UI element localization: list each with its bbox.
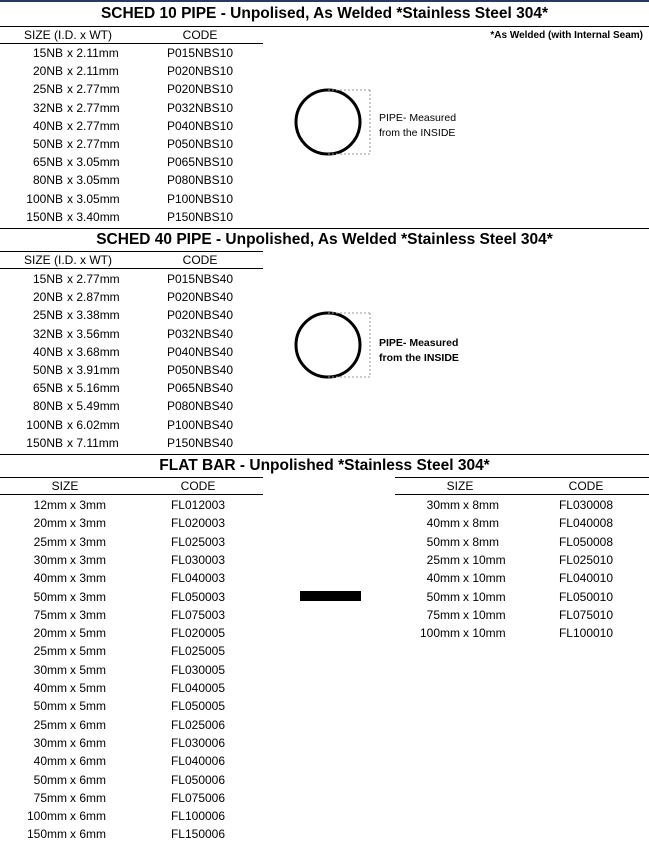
sched10-size-main: 65NB (32, 155, 63, 170)
flatbar-right-size-main: 25mm (426, 552, 460, 567)
flatbar-left-size-thickness: x 5mm (70, 699, 106, 714)
flatbar-right-size-main: 75mm (426, 607, 460, 622)
sched10-code: P050NBS10 (166, 137, 234, 151)
flatbar-left-size-main: 40mm (33, 754, 67, 769)
flatbar-right-size-thickness: x 10mm (463, 589, 506, 604)
flatbar-right-size-main: 30mm (426, 498, 460, 512)
sched10-size-main: 80NB (32, 173, 63, 188)
flatbar-left-size-main: 20mm (33, 516, 67, 531)
flatbar-left-code: FL050006 (170, 772, 226, 787)
sched10-size-thickness: x 3.05mm (67, 155, 120, 170)
flatbar-left-code: FL025006 (170, 717, 226, 732)
flatbar-left-size-main: 25mm (33, 534, 67, 549)
sched10-code: P065NBS10 (166, 155, 234, 170)
sched40-col-code: CODE (182, 253, 218, 267)
sched10-header-divider (0, 43, 263, 44)
flatbar-right-size-main: 100mm (419, 626, 460, 641)
flatbar-left-code: FL012003 (170, 498, 226, 512)
flatbar-right-size-thickness: x 8mm (463, 516, 499, 531)
flatbar-left-col-code: CODE (180, 479, 216, 493)
flatbar-right-size-thickness: x 8mm (463, 498, 499, 512)
flatbar-left-size-thickness: x 6mm (70, 790, 106, 805)
sched40-size-main: 50NB (32, 363, 63, 377)
sched10-col-code: CODE (182, 28, 218, 42)
sched40-size-thickness: x 2.77mm (67, 272, 120, 286)
flatbar-left-size-thickness: x 5mm (70, 681, 106, 695)
sched40-size-thickness: x 3.91mm (67, 363, 120, 377)
flatbar-left-code: FL025005 (170, 644, 226, 659)
flatbar-left-code: FL040005 (170, 681, 226, 695)
flatbar-left-size-main: 75mm (33, 790, 67, 805)
flatbar-left-size-main: 20mm (33, 626, 67, 641)
sched40-col-size: SIZE (I.D. x WT) (24, 253, 112, 267)
sched10-size-thickness: x 2.77mm (67, 137, 120, 151)
sched10-code: P040NBS10 (166, 118, 234, 133)
sched10-size-main: 20NB (32, 64, 63, 79)
flatbar-left-code: FL100006 (170, 809, 226, 824)
sched40-size-main: 15NB (32, 272, 63, 286)
sched40-diagram-label-1: PIPE- Measured (379, 337, 459, 349)
flatbar-right-code: FL050008 (558, 534, 614, 549)
flatbar-right-code: FL030008 (558, 498, 614, 512)
flatbar-left-size-thickness: x 6mm (70, 717, 106, 732)
sched10-size-thickness: x 2.77mm (67, 118, 120, 133)
sched40-size-main: 32NB (32, 326, 63, 341)
sched10-size-main: 150NB (26, 209, 63, 224)
flatbar-left-size-thickness: x 6mm (70, 772, 106, 787)
flatbar-left-size-main: 30mm (33, 735, 67, 750)
flatbar-left-code: FL075006 (170, 790, 226, 805)
sched40-size-main: 65NB (32, 381, 63, 396)
sched40-title: SCHED 40 PIPE - Unpolished, As Welded *Stainless Steel 304* (96, 231, 553, 248)
sched40-size-thickness: x 2.87mm (67, 290, 120, 305)
sched10-diagram-label-2: from the INSIDE (379, 127, 456, 139)
flatbar-left-size-main: 150mm (26, 827, 67, 842)
sched40-code: P020NBS40 (166, 308, 234, 323)
flatbar-left-code: FL040003 (170, 571, 226, 586)
sched10-size-main: 25NB (32, 82, 63, 97)
sched40-code: P080NBS40 (166, 399, 234, 414)
sched40-size-main: 40NB (32, 344, 63, 359)
flatbar-left-size-thickness: x 3mm (70, 552, 106, 567)
sched10-size-thickness: x 3.05mm (67, 191, 120, 206)
sched40-size-main: 20NB (32, 290, 63, 305)
sched10-size-main: 15NB (32, 46, 63, 60)
flatbar-left-size-main: 40mm (33, 571, 67, 586)
flatbar-right-code: FL040008 (558, 516, 614, 531)
sched40-code: P040NBS40 (166, 344, 234, 359)
sched40-size-thickness: x 7.11mm (67, 435, 119, 450)
flatbar-left-code: FL030006 (170, 735, 226, 750)
sched10-size-main: 50NB (32, 137, 63, 151)
flatbar-left-code: FL075003 (170, 607, 226, 622)
flatbar-left-size-thickness: x 6mm (70, 754, 106, 769)
pipe-circle-icon (296, 90, 360, 154)
flatbar-left-size-main: 100mm (26, 809, 67, 824)
flatbar-left-size-main: 75mm (33, 607, 67, 622)
flatbar-right-code: FL025010 (558, 552, 614, 567)
sched10-code: P080NBS10 (166, 173, 234, 188)
sched10-title: SCHED 10 PIPE - Unpolised, As Welded *Stainless Steel 304* (100, 5, 549, 22)
sched10-size-thickness: x 2.77mm (67, 82, 120, 97)
flatbar-right-size-thickness: x 10mm (463, 607, 506, 622)
flatbar-right-code: FL050010 (558, 589, 614, 604)
sched40-size-thickness: x 6.02mm (67, 417, 120, 432)
flatbar-left-size-main: 25mm (33, 644, 67, 659)
sched10-code: P015NBS10 (166, 46, 234, 60)
sched40-size-main: 100NB (26, 417, 63, 432)
flatbar-left-code: FL050005 (170, 699, 226, 714)
sched10-size-thickness: x 2.11mm (67, 64, 119, 79)
flatbar-right-size-thickness: x 10mm (463, 571, 506, 586)
flatbar-left-size-thickness: x 3mm (70, 534, 106, 549)
flatbar-left-size-thickness: x 5mm (70, 644, 106, 659)
flatbar-left-header-top-line (0, 477, 263, 478)
sched40-diagram-label-2: from the INSIDE (379, 352, 459, 364)
flatbar-left-size-thickness: x 3mm (70, 589, 106, 604)
sched40-size-thickness: x 3.68mm (67, 344, 120, 359)
flatbar-left-size-main: 30mm (33, 662, 67, 677)
flatbar-left-code: FL030003 (170, 552, 226, 567)
flatbar-left-code: FL030005 (170, 662, 226, 677)
sched40-header-top-line (0, 251, 263, 252)
flatbar-right-size-main: 50mm (426, 589, 460, 604)
flatbar-right-col-size: SIZE (446, 479, 474, 493)
flatbar-left-code: FL040006 (170, 754, 226, 769)
sched10-code: P020NBS10 (166, 82, 234, 97)
sched10-size-thickness: x 3.40mm (67, 209, 120, 224)
sched10-code: P150NBS10 (166, 209, 234, 224)
flatbar-right-header-top-line (395, 477, 649, 478)
sched40-code: P032NBS40 (166, 326, 234, 341)
flatbar-left-code: FL020005 (170, 626, 226, 641)
flatbar-right-size-main: 40mm (426, 516, 460, 531)
sched40-size-thickness: x 5.16mm (67, 381, 120, 396)
flatbar-top-divider (0, 454, 649, 455)
flatbar-left-size-thickness: x 5mm (70, 662, 106, 677)
flatbar-right-code: FL075010 (558, 607, 614, 622)
sched40-size-main: 80NB (32, 399, 63, 414)
flatbar-left-code: FL025003 (170, 534, 226, 549)
sched10-size-main: 40NB (32, 118, 63, 133)
sched10-col-size: SIZE (I.D. x WT) (24, 28, 112, 42)
sched40-size-thickness: x 3.38mm (67, 308, 120, 323)
sched10-diagram-label-1: PIPE- Measured (379, 112, 457, 124)
flatbar-right-size-thickness: x 8mm (463, 534, 499, 549)
flatbar-right-code: FL100010 (558, 626, 614, 641)
pipe-circle-icon (296, 313, 360, 377)
flatbar-left-size-main: 25mm (33, 717, 67, 732)
flatbar-left-header-divider (0, 494, 263, 495)
flatbar-left-size-main: 30mm (33, 552, 67, 567)
flatbar-left-code: FL150006 (170, 827, 226, 842)
sched40-code: P015NBS40 (166, 272, 234, 286)
sched10-code: P020NBS10 (166, 64, 234, 79)
flatbar-left-size-thickness: x 6mm (70, 827, 106, 842)
sched10-size-thickness: x 2.11mm (67, 46, 119, 60)
sched40-header-divider (0, 268, 263, 269)
flatbar-right-size-main: 50mm (426, 534, 460, 549)
flatbar-left-size-main: 50mm (33, 772, 67, 787)
flatbar-left-size-thickness: x 3mm (70, 571, 106, 586)
flatbar-right-col-code: CODE (568, 479, 604, 493)
sched40-code: P050NBS40 (166, 363, 234, 377)
sched40-pipe-diagram (290, 311, 380, 381)
flatbar-right-code: FL040010 (558, 571, 614, 586)
sched40-code: P020NBS40 (166, 290, 234, 305)
sched40-code: P150NBS40 (166, 435, 234, 450)
sched10-size-main: 32NB (32, 100, 63, 115)
sched40-size-thickness: x 5.49mm (67, 399, 120, 414)
flatbar-left-size-thickness: x 5mm (70, 626, 106, 641)
sched40-code: P100NBS40 (166, 417, 234, 432)
flatbar-right-header-divider (395, 494, 649, 495)
flatbar-right-size-thickness: x 10mm (463, 552, 506, 567)
flatbar-left-size-main: 50mm (33, 699, 67, 714)
sched10-note: *As Welded (with Internal Seam) (490, 30, 643, 41)
sched40-size-thickness: x 3.56mm (67, 326, 120, 341)
top-border (0, 0, 649, 2)
sched10-size-thickness: x 2.77mm (67, 100, 120, 115)
flatbar-left-size-thickness: x 6mm (70, 809, 106, 824)
flatbar-left-col-size: SIZE (51, 479, 79, 493)
flatbar-right-size-thickness: x 10mm (463, 626, 506, 641)
sched10-code: P100NBS10 (166, 191, 234, 206)
flatbar-left-size-thickness: x 3mm (70, 516, 106, 531)
sched10-size-main: 100NB (26, 191, 63, 206)
flat-bar-shape-icon (300, 591, 361, 601)
flatbar-left-size-main: 50mm (33, 589, 67, 604)
flatbar-left-code: FL050003 (170, 589, 226, 604)
sched40-size-main: 25NB (32, 308, 63, 323)
flatbar-left-size-thickness: x 3mm (70, 498, 106, 512)
sched10-size-thickness: x 3.05mm (67, 173, 120, 188)
sched40-size-main: 150NB (26, 435, 63, 450)
flatbar-left-size-thickness: x 3mm (70, 607, 106, 622)
sched40-top-divider (0, 228, 649, 229)
sched10-pipe-diagram (290, 88, 380, 158)
flatbar-title: FLAT BAR - Unpolished *Stainless Steel 304* (159, 457, 490, 474)
sched10-code: P032NBS10 (166, 100, 234, 115)
flatbar-left-size-main: 40mm (33, 681, 67, 695)
flatbar-right-size-main: 40mm (426, 571, 460, 586)
sched40-code: P065NBS40 (166, 381, 234, 396)
flatbar-left-size-main: 12mm (33, 498, 67, 512)
flatbar-left-code: FL020003 (170, 516, 226, 531)
flatbar-left-size-thickness: x 6mm (70, 735, 106, 750)
